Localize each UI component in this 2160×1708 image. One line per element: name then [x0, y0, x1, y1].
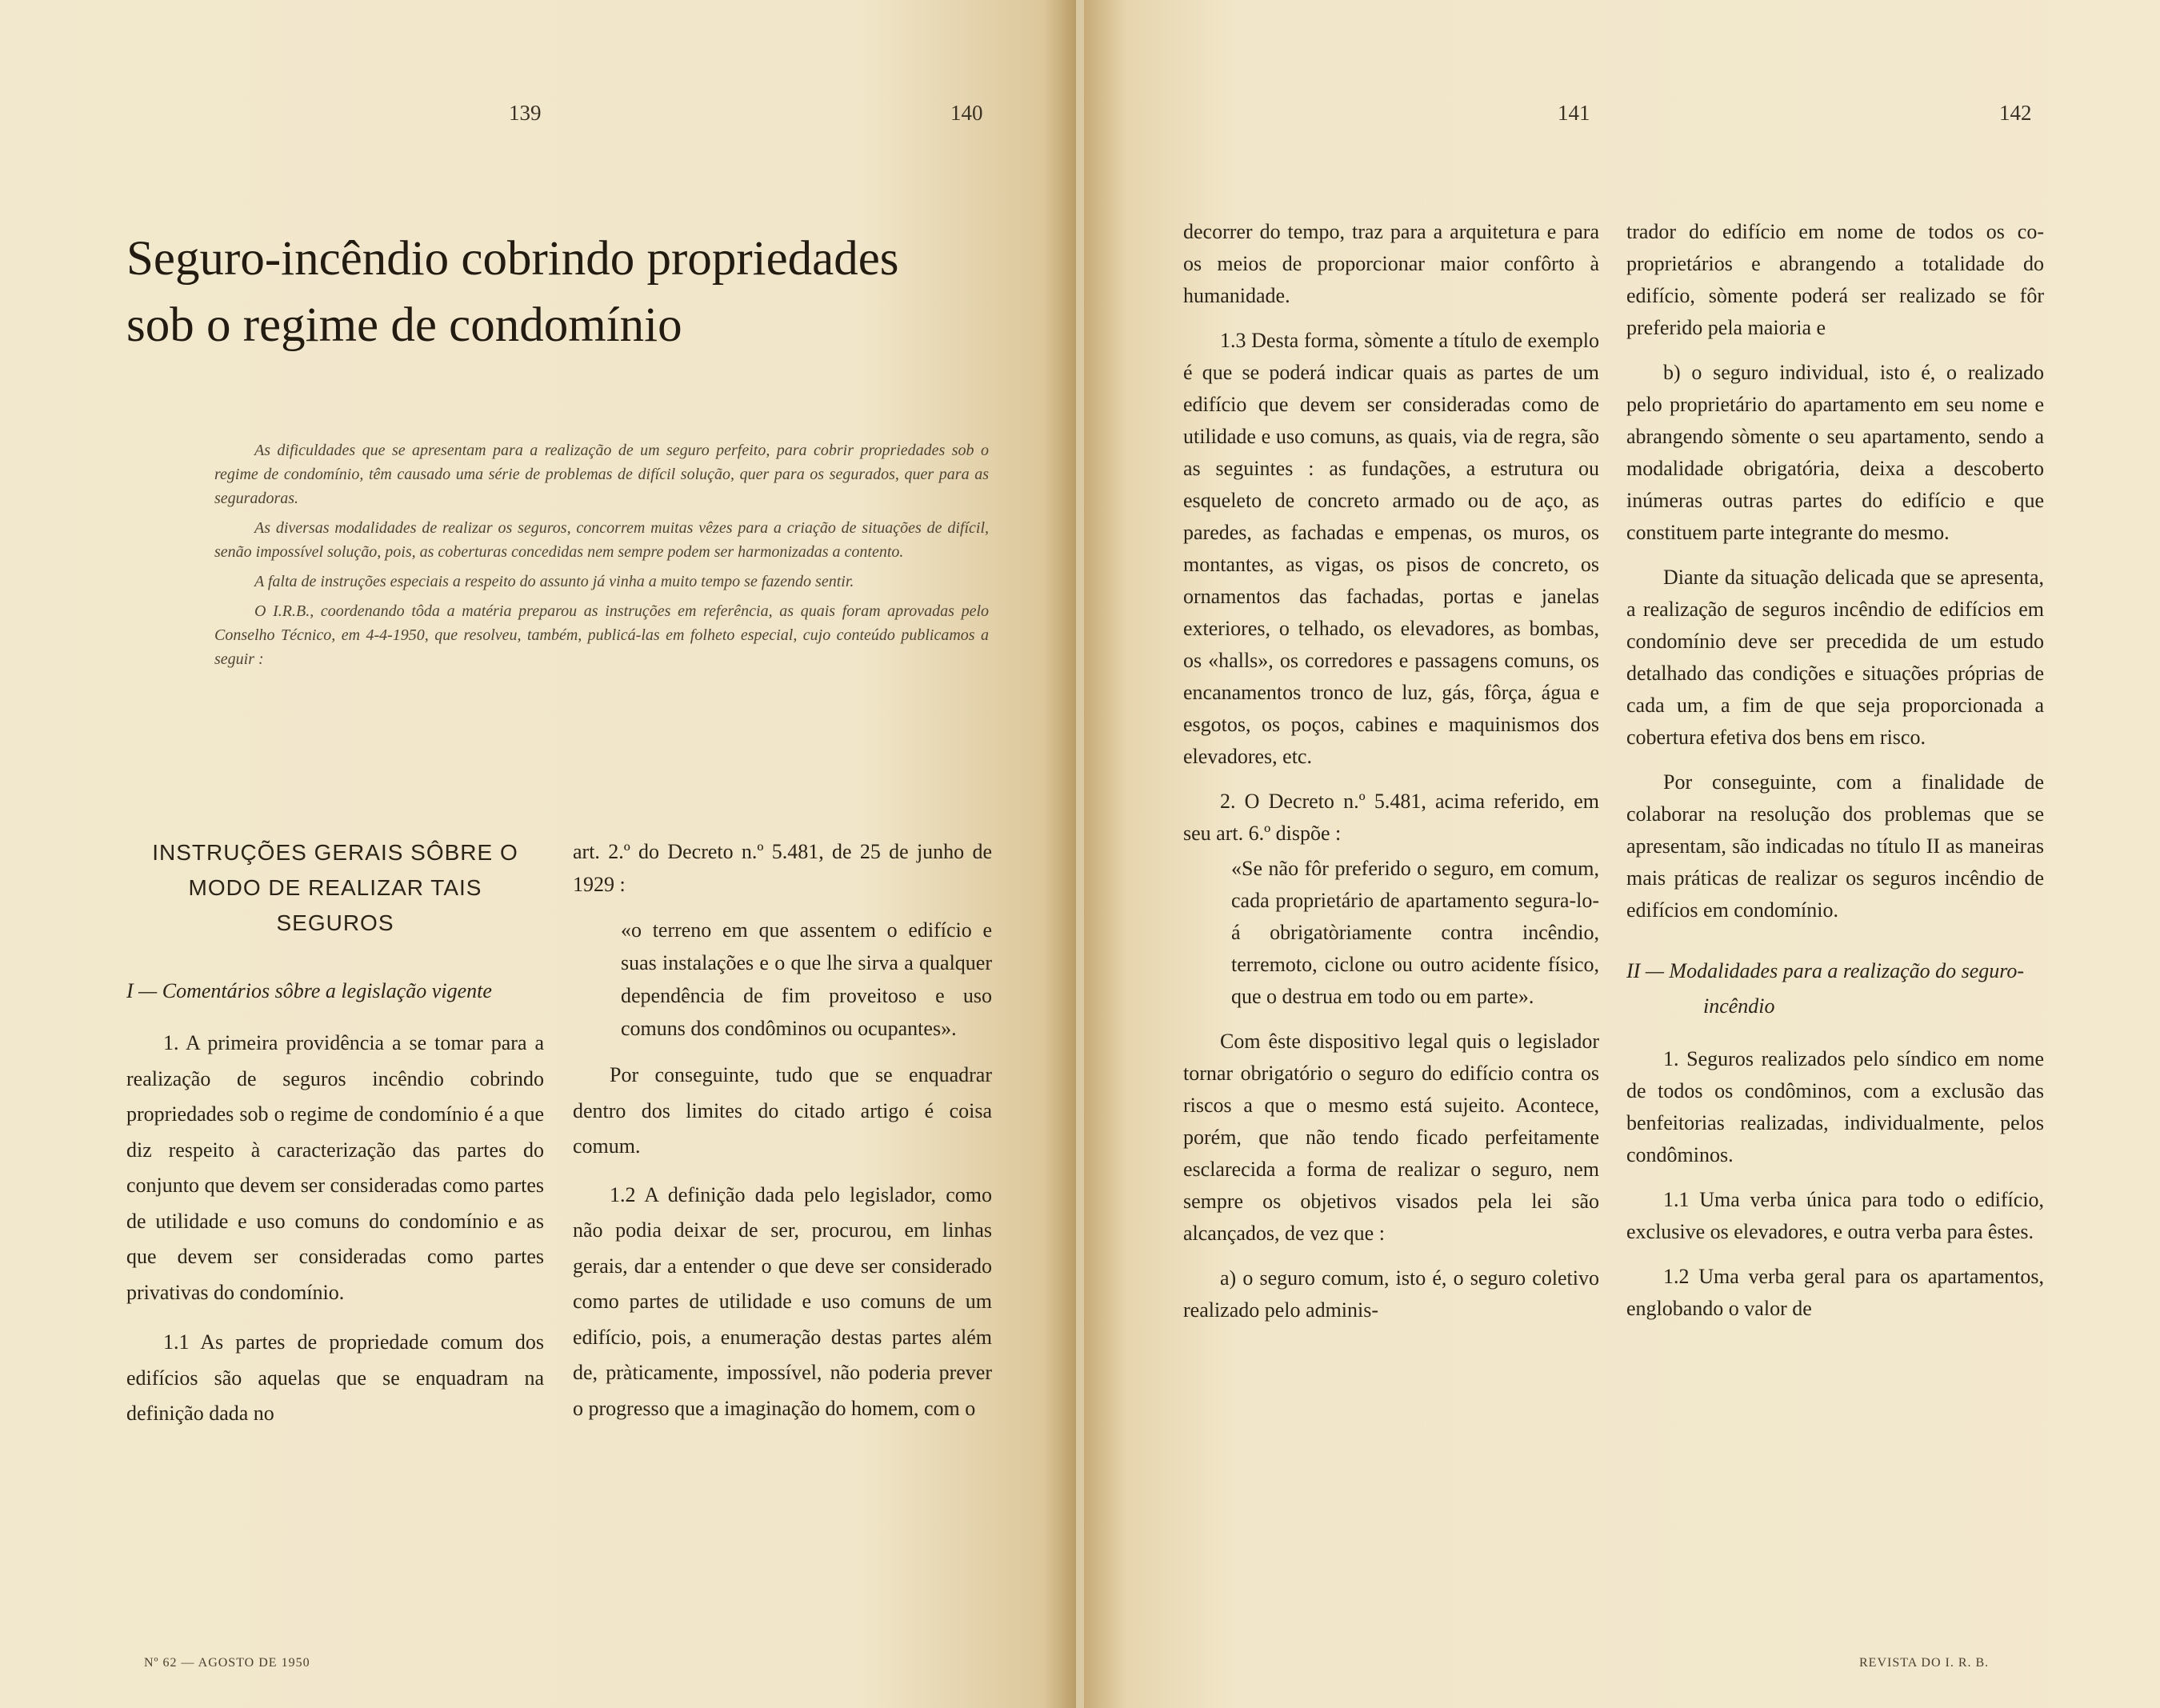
paragraph: trador do edifício em nome de todos os co-proprietários e abrangendo a totalidade do edifício, sòmente poderá ser realizado se fôr preferido pela maioria e [1626, 220, 2044, 339]
paragraph: Com êste dispositivo legal quis o legislador tornar obrigatório o seguro do edifício contra os riscos a que o mesmo está sujeito. Acontece, porém, que não tendo ficado perfeitamente esclarecida a forma de realizar o seguro, nem sempre os objetivos visados pela lei são alcançados, de vez que : [1183, 1030, 1599, 1245]
page-number-142: 142 [1999, 101, 2032, 125]
subheading: I — Comentários sôbre a legislação vigente [126, 979, 492, 1002]
page-footer: REVISTA DO I. R. B. [1859, 1656, 1990, 1670]
paragraph: Por conseguinte, tudo que se enquadrar dentro dos limites do citado artigo é coisa comum. [573, 1063, 992, 1158]
title-line-2: sob o regime de condomínio [126, 298, 682, 352]
quote: «Se não fôr preferido o seguro, em comum, cada proprietário de apartamento segura-lo-á obrigatòriamente contra incêndio, terremoto, ciclone ou outro acidente físico, que o destrua em todo ou em parte». [1231, 857, 1599, 1008]
paragraph: 1. A primeira providência a se tomar para a realização de seguros incêndio cobrindo propriedades sob o regime de condomínio é a que diz respeito à caracterização das partes do conjunto que devem ser consideradas como partes de utilidade e uso comuns do condomínio e as que devem ser consideradas como partes privativas do condomínio. [126, 1031, 544, 1304]
paragraph: a) o seguro comum, isto é, o seguro coletivo realizado pelo adminis- [1183, 1266, 1599, 1322]
paragraph: art. 2.º do Decreto n.º 5.481, de 25 de junho de 1929 : [573, 840, 992, 896]
paragraph: 1.1 Uma verba única para todo o edifício, exclusive os elevadores, e outra verba para êstes. [1626, 1188, 2044, 1243]
left-page [0, 0, 1076, 1708]
abstract-paragraph: O I.R.B., coordenando tôda a matéria preparou as instruções em referência, as quais foram aprovadas pelo Conselho Técnico, em 4-4-1950, que resolveu, também, publicá-las em folheto especial, cujo conteúdo publicamos a seguir : [214, 602, 989, 668]
left-column-2 [573, 835, 992, 1426]
paragraph: b) o seguro individual, isto é, o realizado pelo proprietário do apartamento em seu nome e abrangendo sòmente o seu apartamento, sendo a modalidade obrigatória, deixa a descoberto inúmeras outras partes do edifício e que constituem parte integrante do mesmo. [1626, 361, 2044, 544]
abstract-paragraph: As dificuldades que se apresentam para a realização de um seguro perfeito, para cobrir propriedades sob o regime de condomínio, têm causado uma série de problemas de difícil solução, quer para os segurados, quer para as seguradoras. [214, 442, 989, 507]
section-heading: INSTRUÇÕES GERAIS SÔBRE O MODO DE REALIZAR TAIS SEGUROS [152, 840, 518, 935]
paragraph: Por conseguinte, com a finalidade de colaborar na resolução dos problemas que se apresentam, são indicadas no título II as maneiras mais práticas de realizar os seguros incêndio de edifícios em condomínio. [1626, 770, 2044, 922]
left-column-1 [126, 835, 544, 1432]
right-page [1084, 0, 2160, 1708]
paragraph: 1.2 Uma verba geral para os apartamentos, englobando o valor de [1626, 1265, 2044, 1320]
page-number-139: 139 [509, 101, 542, 125]
abstract-paragraph: As diversas modalidades de realizar os seguros, concorrem muitas vêzes para a criação de situações de difícil, senão impossível solução, pois, as coberturas concedidas nem sempre podem ser harmonizadas a contento. [214, 519, 989, 561]
paragraph: 1.2 A definição dada pelo legislador, como não podia deixar de ser, procurou, em linhas gerais, dar a entender o que deve ser considerado como partes de utilidade e uso comuns de um edifício, pois, a enumeração destas partes além de, pràticamente, impossível, não poderia prever o progresso que a imaginação do homem, com o [573, 1182, 992, 1420]
quote: «o terreno em que assentem o edifício e suas instalações e o que lhe sirva a qualquer dependência de fim proveitoso e uso comuns dos condôminos ou ocupantes». [621, 918, 992, 1040]
paragraph: 2. O Decreto n.º 5.481, acima referido, em seu art. 6.º dispõe : [1183, 790, 1599, 845]
paragraph: 1.1 As partes de propriedade comum dos edifícios são aquelas que se enquadram na definição dada no [126, 1330, 544, 1425]
article-abstract [214, 438, 989, 677]
right-column-2 [1626, 216, 2044, 1325]
abstract-paragraph: A falta de instruções especiais a respeito do assunto já vinha a muito tempo se fazendo sentir. [254, 573, 854, 590]
paragraph: 1. Seguros realizados pelo síndico em nome de todos os condôminos, com a exclusão das benfeitorias realizadas, individualmente, pelos condôminos. [1626, 1047, 2044, 1166]
page-footer: Nº 62 — AGOSTO DE 1950 [144, 1656, 310, 1670]
paragraph: 1.3 Desta forma, sòmente a título de exemplo é que se poderá indicar quais as partes de um edifício que devem ser consideradas como de utilidade e uso comuns, as quais, via de regra, são as seguintes : as fundações, a estrutura ou esqueleto de concreto armado ou de aço, as paredes, as fachadas e empenas, os muros, os montantes, as vigas, os pisos de concreto, os ornamentos das fachadas, portas e janelas exteriores, o telhado, os elevadores, as bombas, os «halls», os corredores e passagens comuns, os encanamentos tronco de luz, gás, fôrça, água e esgotos, os poços, cabines e maquinismos dos elevadores, etc. [1183, 329, 1599, 768]
page-number-140: 140 [950, 101, 983, 125]
article-title [126, 226, 926, 358]
subheading: II — Modalidades para a realização do seguro-incêndio [1626, 959, 2025, 1018]
title-line-1: Seguro-incêndio cobrindo propriedades [126, 232, 899, 286]
paragraph: Diante da situação delicada que se apresenta, a realização de seguros incêndio de edifícios em condomínio deve ser precedida de um estudo detalhado das condições e situações próprias de cada um, a fim de que seja proporcionada a cobertura efetiva dos bens em risco. [1626, 566, 2044, 749]
paragraph: decorrer do tempo, traz para a arquitetura e para os meios de proporcionar maior confôrto à humanidade. [1183, 220, 1599, 307]
page-number-141: 141 [1558, 101, 1590, 125]
right-column-1 [1183, 216, 1599, 1326]
